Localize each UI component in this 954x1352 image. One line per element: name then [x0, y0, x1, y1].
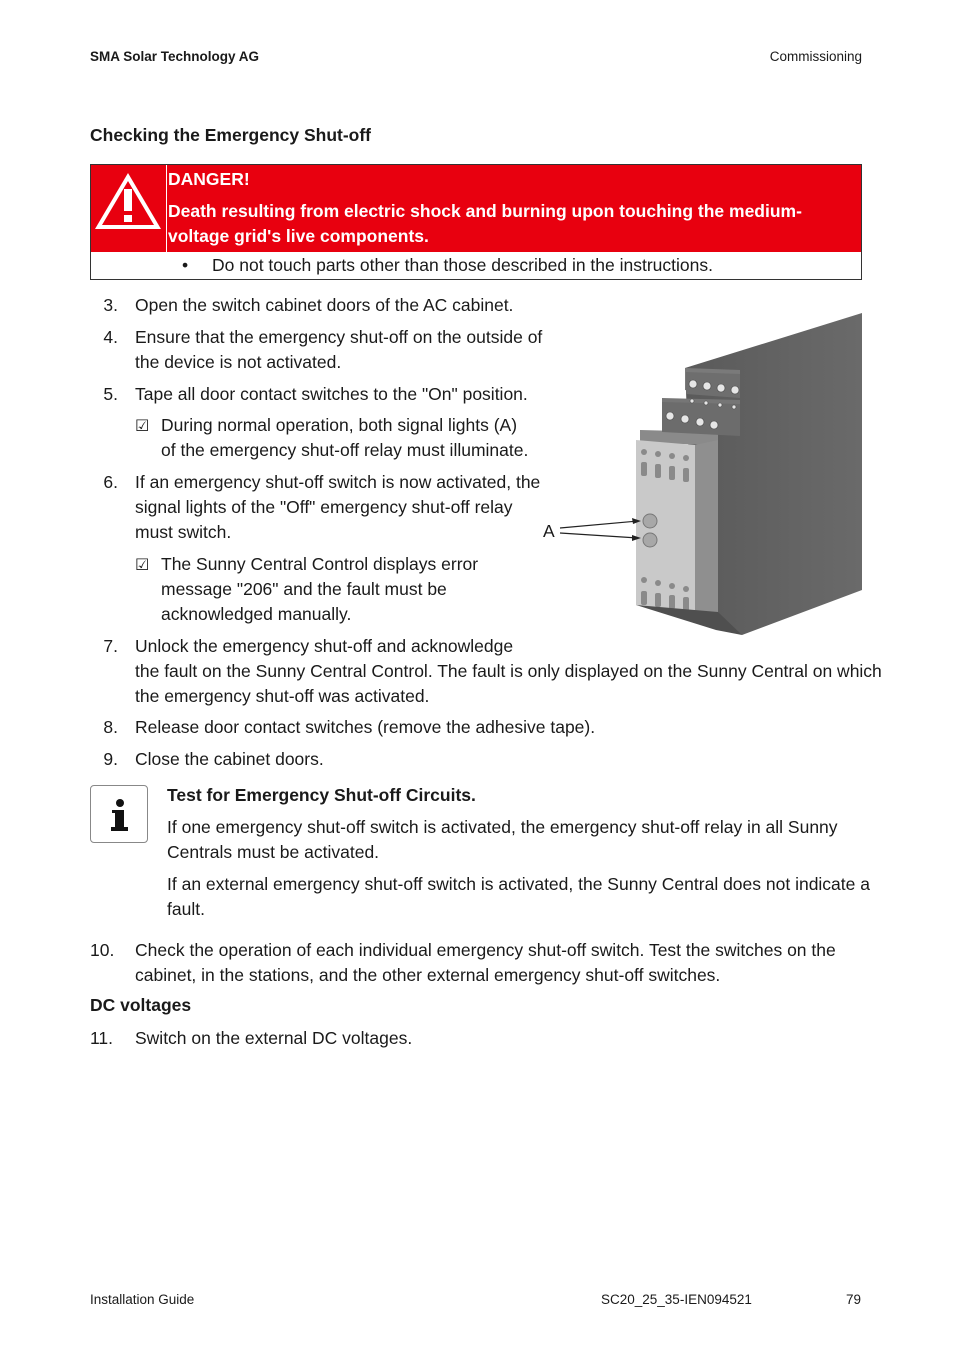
- info-p1-line2: Centrals must be activated.: [167, 842, 380, 862]
- info-p1-line1: If one emergency shut-off switch is activated, the emergency shut-off relay in all Sunny: [167, 817, 838, 837]
- footer-guide: Installation Guide: [90, 1292, 195, 1307]
- danger-bullet-text: Do not touch parts other than those described in the instructions.: [212, 255, 713, 275]
- danger-notice: [90, 164, 862, 280]
- step-8-text: Release door contact switches (remove the adhesive tape).: [135, 717, 596, 737]
- step-5-result-check-icon: ☑: [135, 416, 150, 435]
- step-4-line1: Ensure that the emergency shut-off on the outside of: [135, 327, 543, 347]
- step-6-line3: must switch.: [135, 522, 232, 542]
- danger-headline-line2: voltage grid's live components.: [168, 226, 429, 246]
- step-9-text: Close the cabinet doors.: [135, 749, 324, 769]
- figure-label-a: A: [543, 521, 555, 541]
- step-6-result-line2: message "206" and the fault must be: [161, 579, 447, 599]
- info-icon: [91, 786, 147, 842]
- step-10-number: 10.: [90, 940, 115, 960]
- danger-label: DANGER!: [168, 169, 250, 189]
- step-10-line2: cabinet, in the stations, and the other external emergency shut-off switches.: [135, 965, 721, 985]
- step-5-text: Tape all door contact switches to the "On" position.: [135, 384, 528, 404]
- section-title: Checking the Emergency Shut-off: [90, 125, 372, 145]
- header-chapter: Commissioning: [769, 49, 862, 64]
- step-3-text: Open the switch cabinet doors of the AC cabinet.: [135, 295, 514, 315]
- step-4-line2: the device is not activated.: [135, 352, 342, 372]
- danger-icon-cell: [91, 165, 167, 252]
- warning-exclamation-icon: [91, 165, 166, 252]
- footer-page-number: 79: [845, 1292, 861, 1307]
- footer-doc-id: SC20_25_35-IEN094521: [601, 1292, 752, 1307]
- info-title: Test for Emergency Shut-off Circuits.: [167, 785, 476, 805]
- info-p2-line1: If an external emergency shut-off switch is activated, the Sunny Central does not indicate a: [167, 874, 870, 894]
- step-7-line3: the emergency shut-off was activated.: [135, 686, 430, 706]
- step-11-number: 11.: [90, 1028, 114, 1048]
- info-icon-box: [90, 785, 148, 843]
- step-6-number: 6.: [103, 472, 118, 492]
- step-8-number: 8.: [103, 717, 118, 737]
- dc-section-title: DC voltages: [90, 995, 192, 1015]
- step-7-line1: Unlock the emergency shut-off and acknowledge: [135, 636, 514, 656]
- step-7-line2: the fault on the Sunny Central Control. The fault is only displayed on the Sunny Central on which: [135, 661, 882, 681]
- step-6-result-line3: acknowledged manually.: [161, 604, 352, 624]
- step-6-result-check-icon: ☑: [135, 555, 150, 574]
- step-5-result-line1: During normal operation, both signal lights (A): [161, 415, 518, 435]
- step-6-result-line1: The Sunny Central Control displays error: [161, 554, 479, 574]
- step-5-number: 5.: [103, 384, 118, 404]
- step-5-result-line2: of the emergency shut-off relay must illuminate.: [161, 440, 529, 460]
- danger-bullet-symbol: •: [182, 255, 189, 275]
- step-6-line1: If an emergency shut-off switch is now activated, the: [135, 472, 541, 492]
- step-11-text: Switch on the external DC voltages.: [135, 1028, 413, 1048]
- step-7-number: 7.: [103, 636, 118, 656]
- info-p2-line2: fault.: [167, 899, 205, 919]
- step-10-line1: Check the operation of each individual emergency shut-off switch. Test the switches on the: [135, 940, 836, 960]
- step-9-number: 9.: [103, 749, 118, 769]
- header-company: SMA Solar Technology AG: [90, 49, 260, 64]
- danger-headline-line1: Death resulting from electric shock and burning upon touching the medium-: [168, 201, 802, 221]
- step-6-line2: signal lights of the "Off" emergency shut-off relay: [135, 497, 513, 517]
- step-3-number: 3.: [103, 295, 118, 315]
- emergency-shutoff-relay-figure: [535, 305, 865, 640]
- step-4-number: 4.: [103, 327, 118, 347]
